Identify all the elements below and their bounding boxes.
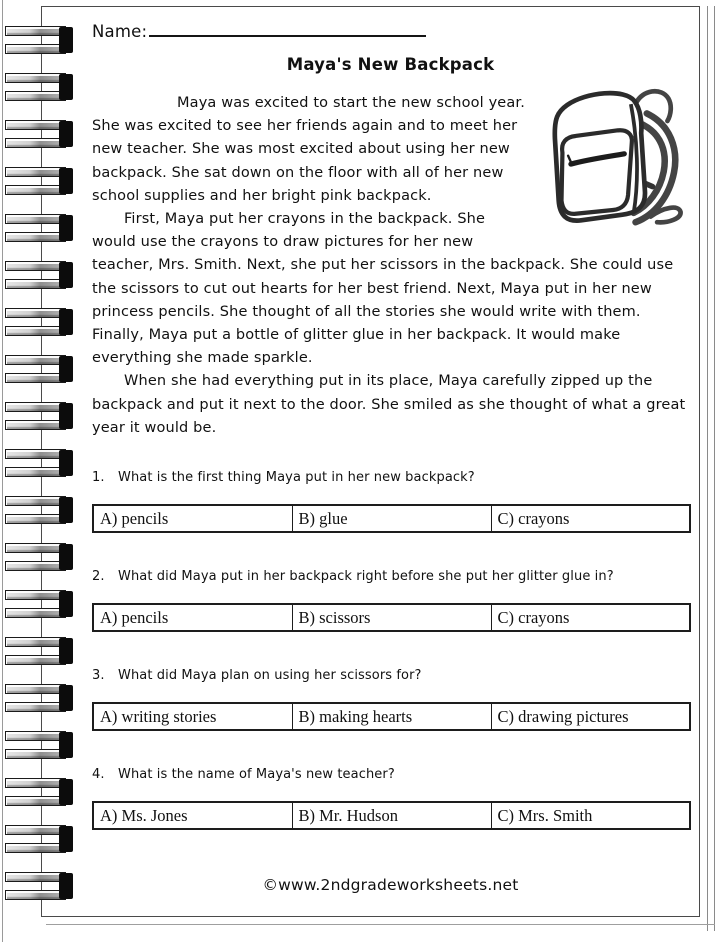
name-label: Name:: [92, 22, 148, 41]
name-row: [92, 19, 689, 41]
question-2: [92, 567, 689, 632]
question-text: What is the first thing Maya put in her new backpack?: [118, 470, 475, 486]
question-number: 4.: [92, 767, 105, 783]
spiral-clip: [5, 73, 73, 101]
question-1: [92, 468, 689, 533]
spiral-clip: [5, 637, 73, 665]
question-text: What is the name of Maya's new teacher?: [118, 767, 395, 783]
backpack-icon: [539, 78, 689, 238]
story-paragraph-1: Maya was excited to start the new school year. She was excited to see her friends again and to meet her new teacher. She was most excited about using her new backpack. She sat down on the floor with all of her new school supplies and her bright pink backpack.: [92, 95, 525, 204]
choice-cell-b[interactable]: B) making hearts: [292, 703, 491, 730]
choice-cell-b[interactable]: B) glue: [292, 505, 491, 532]
choice-cell-a[interactable]: A) pencils: [100, 508, 169, 528]
story-section: [92, 92, 689, 440]
spiral-clip: [5, 355, 73, 383]
stacked-page-edge-line: [714, 6, 715, 931]
choice-cell-c[interactable]: C) Mrs. Smith: [491, 802, 690, 829]
worksheet-content: [92, 7, 689, 894]
stacked-page-edge-line: [707, 6, 708, 931]
spiral-clip: [5, 496, 73, 524]
question-number: 3.: [92, 668, 105, 684]
question-text: What did Maya put in her backpack right before she put her glitter glue in?: [118, 569, 614, 585]
questions-section: [92, 468, 689, 830]
spiral-clip: [5, 167, 73, 195]
choice-cell-a[interactable]: A) Ms. Jones: [100, 805, 188, 825]
choice-cell-b[interactable]: B) scissors: [292, 604, 491, 631]
spiral-clip: [5, 731, 73, 759]
answer-table-4: [92, 801, 691, 830]
question-number: 1.: [92, 470, 105, 486]
question-3: [92, 666, 689, 731]
spiral-clip: [5, 543, 73, 571]
answer-table-2: [92, 603, 691, 632]
spiral-clip: [5, 590, 73, 618]
spiral-clip: [5, 308, 73, 336]
question-4: [92, 765, 689, 830]
spiral-clip: [5, 778, 73, 806]
choice-cell-c[interactable]: C) crayons: [491, 505, 690, 532]
spiral-clip: [5, 825, 73, 853]
name-blank-line[interactable]: [149, 19, 426, 37]
choice-cell-b[interactable]: B) Mr. Hudson: [292, 802, 491, 829]
spiral-clip: [5, 684, 73, 712]
choice-cell-c[interactable]: C) crayons: [491, 604, 690, 631]
worksheet-page: [41, 6, 700, 917]
answer-table-3: [92, 702, 691, 731]
spiral-clip: [5, 214, 73, 242]
spiral-clip: [5, 26, 73, 54]
spiral-clip: [5, 449, 73, 477]
spiral-clip: [5, 402, 73, 430]
worksheet-title: Maya's New Backpack: [286, 55, 495, 74]
choice-cell-c[interactable]: C) drawing pictures: [491, 703, 690, 730]
answer-table-1: [92, 504, 691, 533]
question-number: 2.: [92, 569, 105, 585]
backpack-illustration: [539, 78, 689, 238]
copyright-footer: ©www.2ndgradeworksheets.net: [262, 876, 519, 895]
choice-cell-a[interactable]: A) writing stories: [100, 706, 217, 726]
stacked-page-bottom-edge-line: [46, 924, 715, 925]
spiral-clip: [5, 120, 73, 148]
story-paragraph-3: When she had everything put in its place, Maya carefully zipped up the backpack and put it next to the door. She smiled as she thought of what a great year it would be.: [92, 373, 686, 436]
spiral-binding: [0, 0, 110, 942]
story-paragraph-2: First, Maya put her crayons in the backpack. She would use the crayons to draw pictures for her new teacher, Mrs. Smith. Next, she put her scissors in the backpack. She could use the scissors to cut out hearts for her best friend. Next, Maya put in her new princess pencils. She thought of all the stories she would write with them. Finally, Maya put a bottle of glitter glue in her backpack. It would make everything she made sparkle.: [92, 211, 674, 367]
spiral-clip: [5, 872, 73, 900]
spiral-clip: [5, 261, 73, 289]
question-text: What did Maya plan on using her scissors for?: [118, 668, 422, 684]
choice-cell-a[interactable]: A) pencils: [100, 607, 169, 627]
